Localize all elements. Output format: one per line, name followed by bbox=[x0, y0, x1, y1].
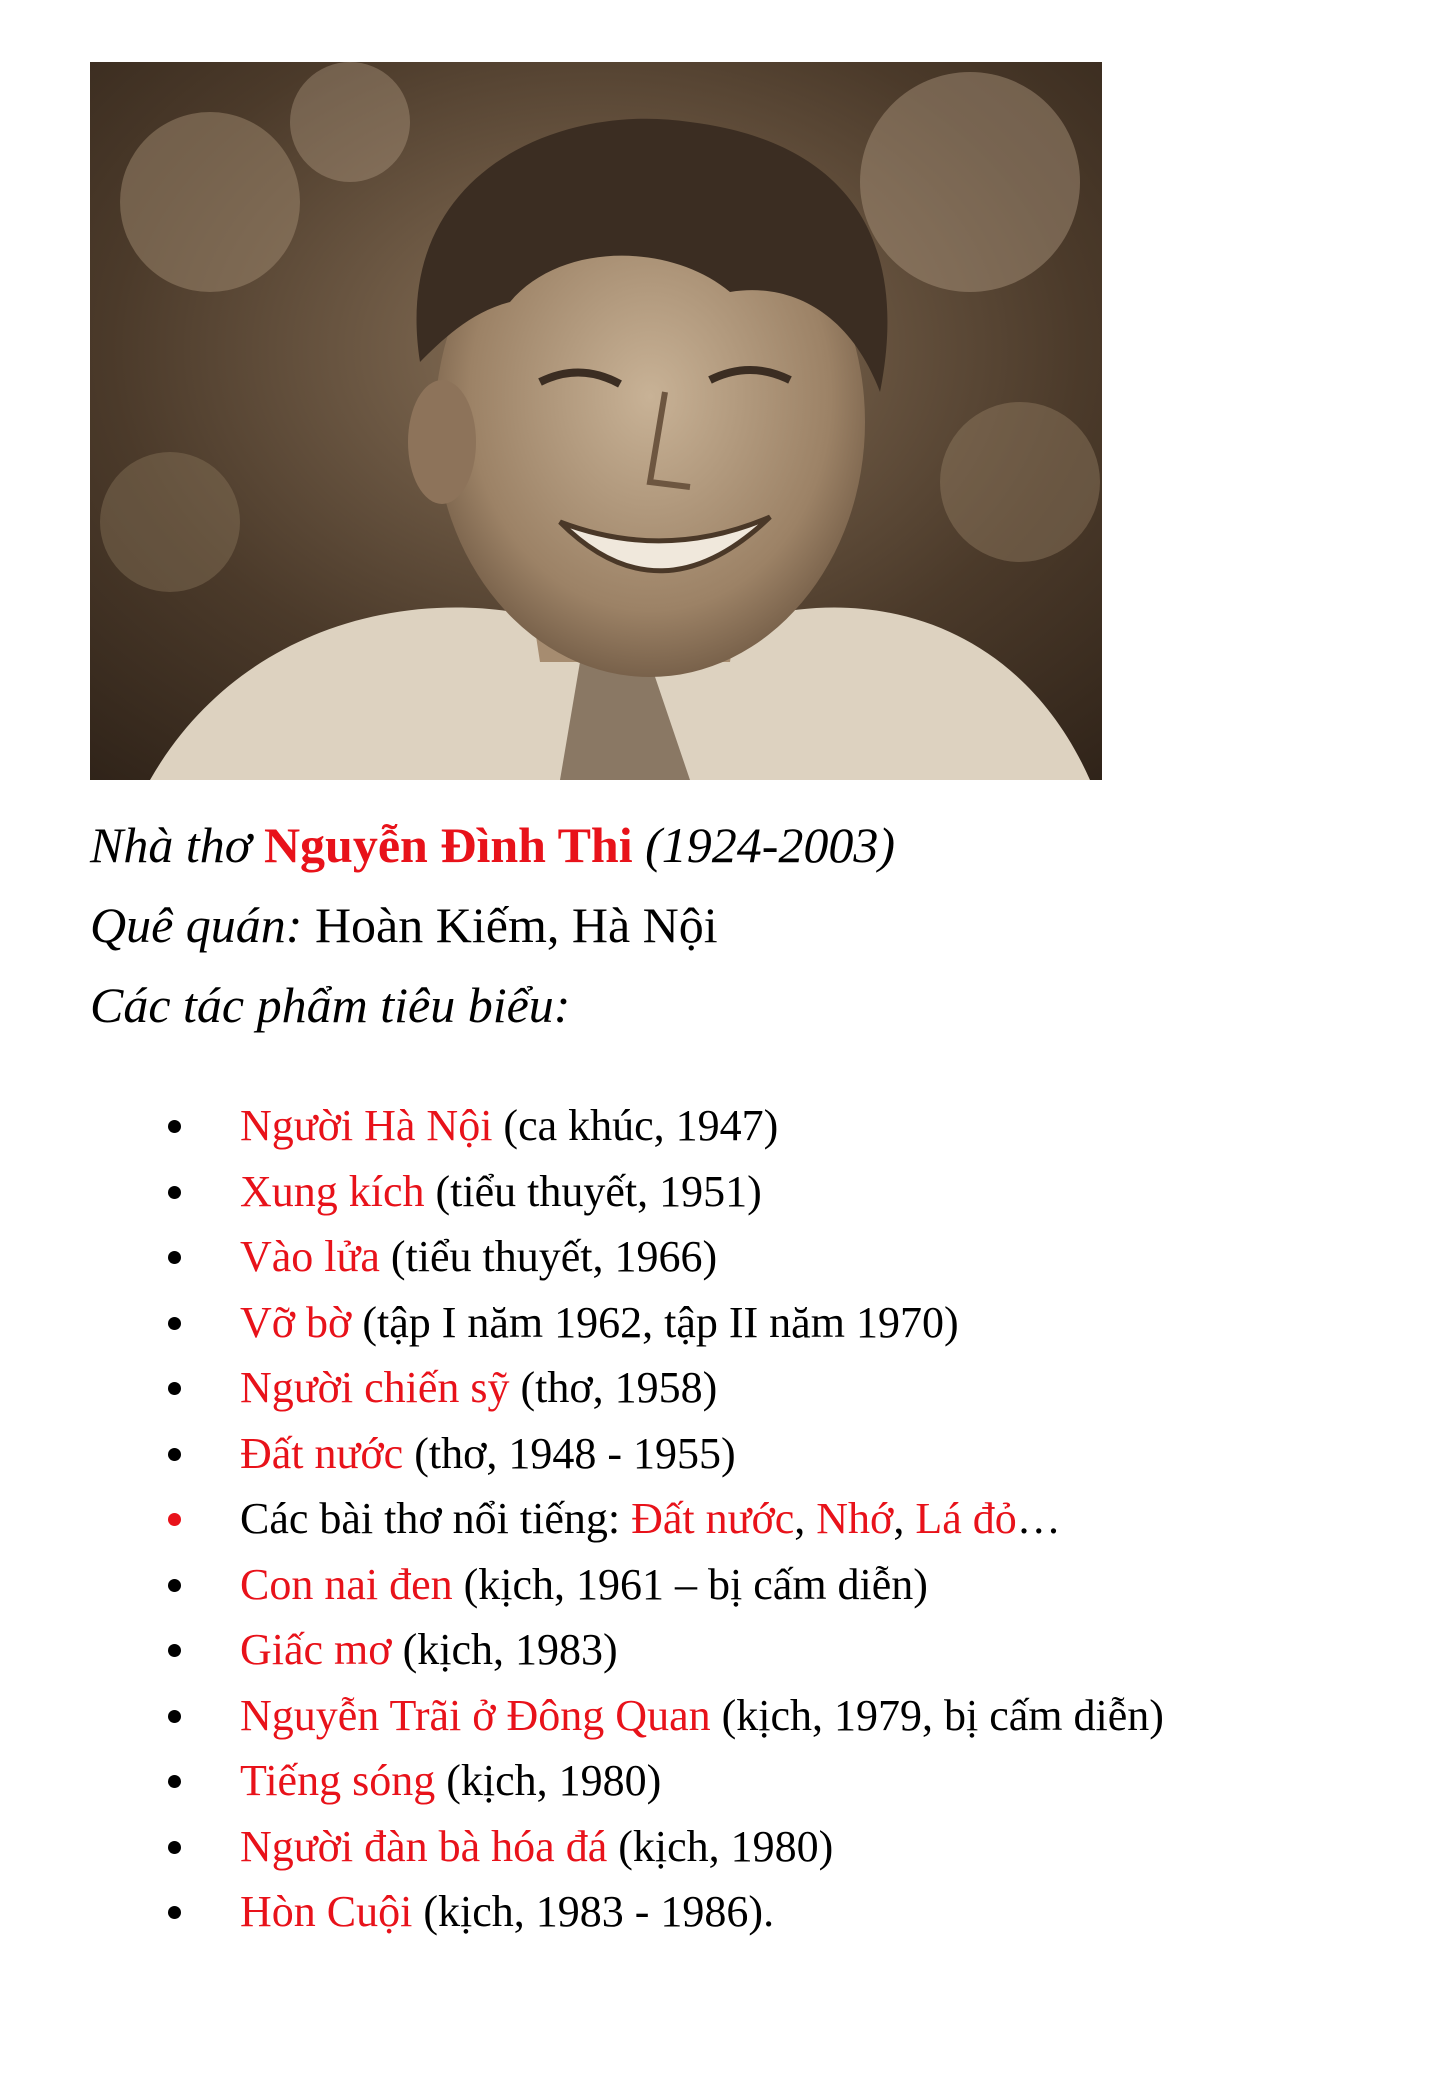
work-detail: (tập I năm 1962, tập II năm 1970) bbox=[351, 1297, 959, 1347]
work-title: Người Hà Nội bbox=[240, 1101, 493, 1150]
works-heading: Các tác phẩm tiêu biểu: bbox=[90, 977, 571, 1033]
work-detail: (tiểu thuyết, 1966) bbox=[379, 1232, 718, 1281]
work-detail: (thơ, 1948 - 1955) bbox=[403, 1428, 736, 1478]
portrait-photo bbox=[90, 62, 1102, 780]
list-item bbox=[0, 1552, 1450, 1618]
separator: , bbox=[794, 1494, 817, 1543]
bullet-icon bbox=[168, 1317, 181, 1330]
bullet-icon bbox=[168, 1906, 181, 1919]
list-item bbox=[0, 1748, 1450, 1814]
work-title: Đất nước bbox=[240, 1428, 404, 1478]
list-item bbox=[0, 1290, 1450, 1356]
bullet-icon bbox=[168, 1775, 181, 1788]
list-item bbox=[0, 1355, 1450, 1421]
work-detail: (tiểu thuyết, 1951) bbox=[424, 1166, 762, 1216]
work-title: Vỡ bờ bbox=[240, 1297, 352, 1347]
poet-years: (1924-2003) bbox=[632, 817, 896, 873]
list-item bbox=[0, 1617, 1450, 1683]
list-item bbox=[0, 1683, 1450, 1749]
work-detail: (kịch, 1980) bbox=[607, 1821, 834, 1871]
work-detail: (kịch, 1983 - 1986). bbox=[412, 1887, 775, 1936]
work-title: Tiếng sóng bbox=[240, 1756, 436, 1805]
portrait-illustration bbox=[90, 62, 1102, 780]
work-title: Xung kích bbox=[240, 1166, 425, 1216]
work-detail: (kịch, 1980) bbox=[435, 1756, 662, 1805]
work-title: Vào lửa bbox=[240, 1232, 380, 1281]
bullet-icon bbox=[168, 1513, 181, 1526]
work-title: Con nai đen bbox=[240, 1559, 453, 1609]
ellipsis: … bbox=[1016, 1494, 1061, 1543]
list-item bbox=[0, 1159, 1450, 1225]
bullet-icon bbox=[168, 1448, 181, 1461]
poem-title: Đất nước bbox=[631, 1494, 795, 1543]
list-item bbox=[0, 1093, 1450, 1159]
poem-title: Nhớ bbox=[816, 1494, 894, 1543]
work-detail: (thơ, 1958) bbox=[509, 1363, 718, 1412]
work-title: Người chiến sỹ bbox=[240, 1363, 510, 1412]
work-detail: (kịch, 1961 – bị cấm diễn) bbox=[452, 1559, 928, 1609]
work-title: Người đàn bà hóa đá bbox=[240, 1821, 608, 1871]
famous-poems-lead: Các bài thơ nổi tiếng: bbox=[240, 1494, 632, 1543]
poet-title-prefix: Nhà thơ bbox=[90, 817, 264, 873]
bullet-icon bbox=[168, 1382, 181, 1395]
work-title: Hòn Cuội bbox=[240, 1887, 413, 1936]
work-detail: (ca khúc, 1947) bbox=[492, 1101, 779, 1150]
work-detail: (kịch, 1983) bbox=[391, 1625, 618, 1674]
list-item bbox=[0, 1421, 1450, 1487]
bullet-icon bbox=[168, 1841, 181, 1854]
bullet-icon bbox=[168, 1579, 181, 1592]
hometown-label: Quê quán: bbox=[90, 897, 303, 953]
bullet-icon bbox=[168, 1644, 181, 1657]
work-title: Nguyễn Trãi ở Đông Quan bbox=[240, 1690, 711, 1740]
list-item bbox=[0, 1814, 1450, 1880]
list-item bbox=[0, 1879, 1450, 1945]
work-detail: (kịch, 1979, bị cấm diễn) bbox=[710, 1690, 1164, 1740]
separator: , bbox=[893, 1494, 916, 1543]
bullet-icon bbox=[168, 1710, 181, 1723]
poem-title: Lá đỏ bbox=[915, 1494, 1017, 1543]
hometown-line bbox=[90, 895, 718, 955]
list-item bbox=[0, 1224, 1450, 1290]
list-item bbox=[0, 1486, 1450, 1552]
bullet-icon bbox=[168, 1186, 181, 1199]
bullet-icon bbox=[168, 1120, 181, 1133]
poet-name: Nguyễn Đình Thi bbox=[263, 817, 633, 873]
works-list bbox=[0, 1093, 1450, 1945]
hometown-value: Hoàn Kiếm, Hà Nội bbox=[302, 897, 718, 953]
poet-heading bbox=[90, 815, 895, 875]
bullet-icon bbox=[168, 1251, 181, 1264]
work-title: Giấc mơ bbox=[240, 1625, 392, 1674]
